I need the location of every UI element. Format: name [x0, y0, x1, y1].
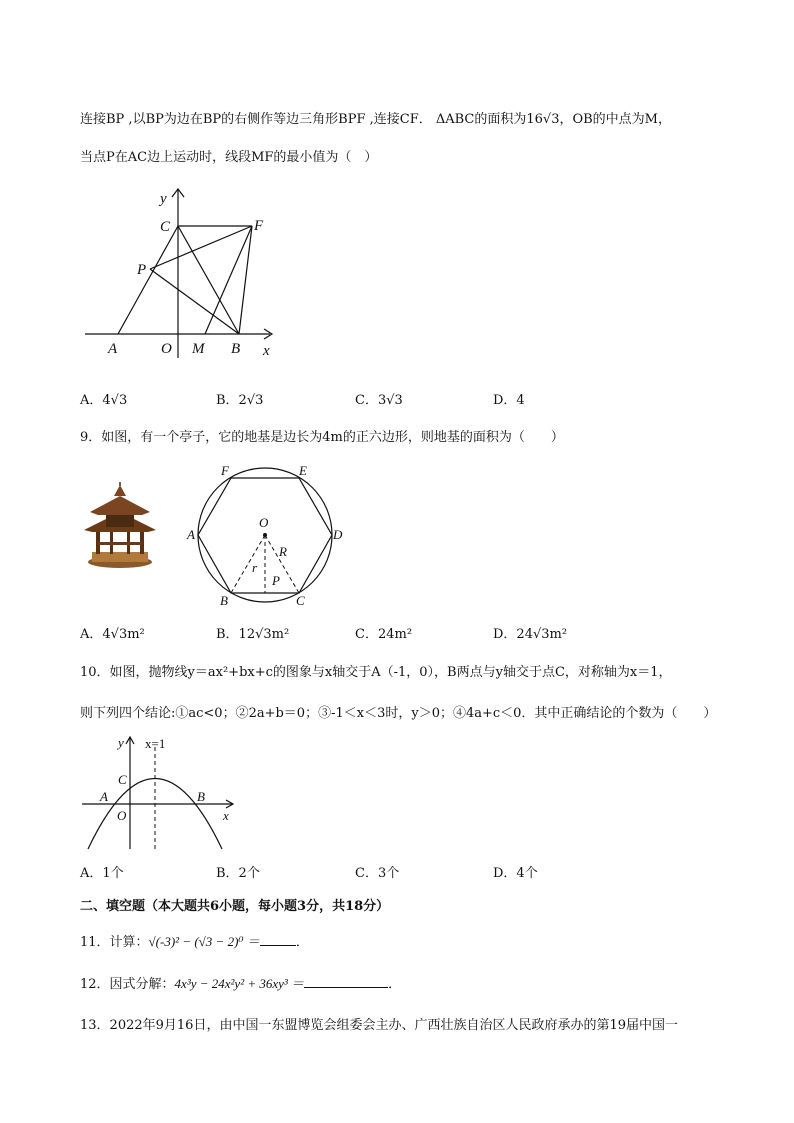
q8-line2: 当点P在AC边上运动时，线段MF的最小值为（ ）	[80, 150, 378, 165]
q10-fig-C: C	[118, 772, 127, 787]
q8-option-b: B．2√3	[216, 393, 264, 408]
q9-fig-R: R	[279, 544, 287, 559]
q10-fig-y: y	[118, 735, 124, 750]
q12	[80, 973, 401, 992]
q8-fig-F: F	[254, 218, 264, 234]
q8-option-c: C．3√3	[355, 393, 403, 408]
q8-fig-C: C	[160, 219, 171, 235]
q8-fig-x: x	[263, 343, 270, 359]
q11	[80, 931, 309, 950]
q11-answer-blank[interactable]	[260, 945, 296, 946]
section-2-heading: 二、填空题（本大题共6小题，每小题3分，共18分）	[80, 899, 390, 914]
q10-parabola-figure	[80, 733, 240, 853]
q9-fig-D: D	[333, 527, 343, 542]
q8-fig-A: A	[108, 341, 118, 357]
q10-fig-O: O	[117, 808, 127, 823]
q9-fig-B: B	[220, 593, 228, 608]
q9-fig-O: O	[259, 515, 269, 530]
q9-fig-A: A	[187, 527, 195, 542]
q10-line2: 则下列四个结论:①ac<0；②2a+b＝0；③-1＜x＜3时，y＞0；④4a+c＜0．其中正确结论的个数为（ ）	[80, 706, 717, 721]
q11-expression: √(-3)² − (√3 − 2)⁰ ＝	[148, 934, 260, 949]
q9-option-b: B．12√3m²	[216, 627, 290, 642]
q10-option-a: A．1个	[80, 866, 124, 881]
q8-fig-O: O	[161, 341, 172, 357]
q10-fig-B: B	[197, 789, 205, 804]
q9-fig-P: P	[272, 573, 280, 588]
q9-option-c: C．24m²	[355, 627, 413, 642]
q8-line1: 连接BP ,以BP为边在BP的右侧作等边三角形BPF ,连接CF． ΔABC的面积为16√3，OB的中点为M，	[80, 112, 671, 127]
q11-prefix: 11．计算：	[80, 935, 149, 950]
q9-fig-C: C	[296, 593, 305, 608]
q9-option-d: D．24√3m²	[493, 627, 568, 642]
q10-fig-x: x	[223, 808, 229, 823]
q10-option-d: D．4个	[493, 866, 538, 881]
q8-figure	[80, 183, 280, 363]
q10-fig-A: A	[100, 789, 108, 804]
q12-prefix: 12．因式分解：	[80, 977, 175, 992]
pavilion-image	[80, 482, 160, 572]
q10-fig-axis: x=1	[145, 736, 166, 751]
q12-answer-blank[interactable]	[304, 987, 388, 988]
q13-text: 13．2022年9月16日，由中国一东盟博览会组委会主办、广西壮族自治区人民政府承办的第19届中国一	[80, 1018, 678, 1033]
q12-suffix: ．	[388, 977, 402, 992]
q8-fig-B: B	[231, 341, 241, 357]
q8-fig-M: M	[192, 341, 205, 357]
q9-fig-F: F	[221, 463, 229, 478]
q10-line1: 10．如图，抛物线y＝ax²+bx+c的图象与x轴交于A（-1，0），B两点与y轴交于点C，对称轴为x＝1，	[80, 665, 672, 680]
q10-option-b: B．2个	[216, 866, 260, 881]
q9-text: 9．如图，有一个亭子，它的地基是边长为4m的正六边形，则地基的面积为（ ）	[80, 430, 564, 445]
q9-fig-r: r	[252, 560, 258, 575]
q9-option-a: A．4√3m²	[80, 627, 145, 642]
q9-fig-E: E	[299, 463, 307, 478]
q8-fig-P: P	[137, 262, 147, 278]
q10-option-c: C．3个	[355, 866, 400, 881]
q9-hexagon-figure	[185, 460, 345, 610]
q8-option-d: D．4	[493, 393, 525, 408]
q8-option-a: A．4√3	[80, 393, 128, 408]
q12-expression: 4x³y − 24x²y² + 36xy³ ＝	[174, 976, 305, 991]
q11-suffix: ．	[295, 935, 309, 950]
q8-fig-y: y	[160, 191, 167, 207]
